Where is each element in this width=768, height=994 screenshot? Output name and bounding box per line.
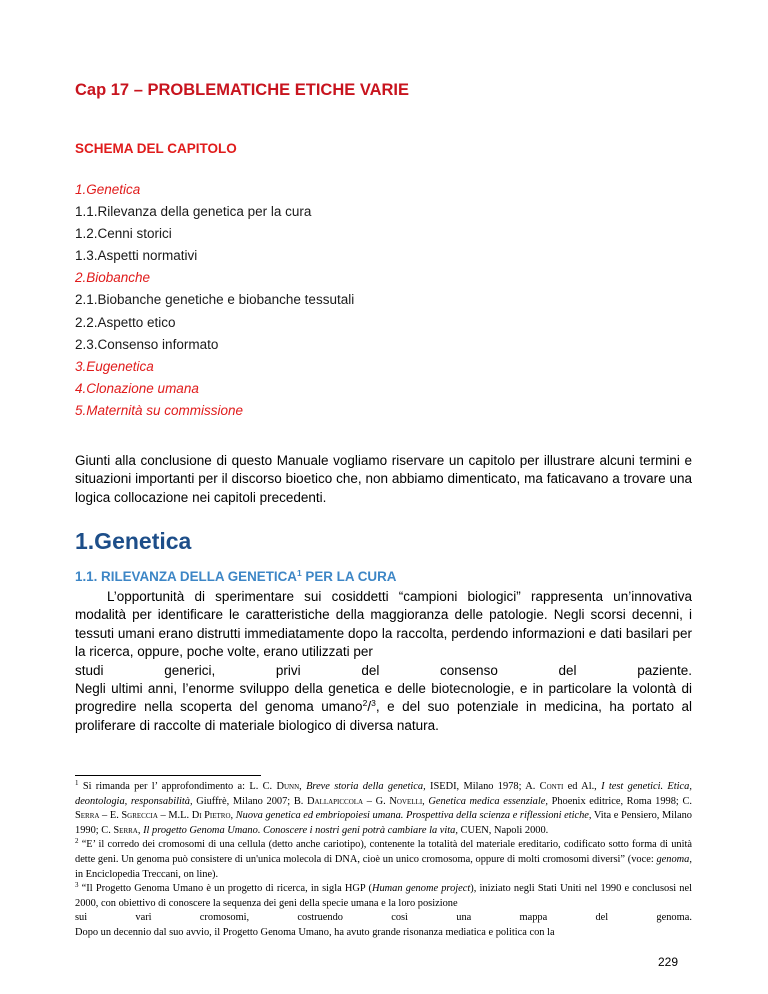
author-name: Sgreccia (121, 810, 158, 822)
subsection-heading-text: 1.1. RILEVANZA DELLA GENETICA (75, 569, 297, 584)
outline-item: 1.Genetica (75, 182, 141, 197)
schema-title: SCHEMA DEL CAPITOLO (75, 141, 237, 156)
footnote-text: , (422, 795, 429, 807)
word: sui (75, 912, 88, 924)
word: genoma. (656, 912, 692, 924)
outline-item: 2.3.Consenso informato (75, 336, 219, 352)
footnotes (75, 780, 692, 941)
footnote-ref: 1 (296, 568, 302, 578)
word: mappa (519, 912, 548, 924)
book-title: Breve storia della genetica, (306, 781, 426, 792)
footnote-1 (75, 780, 692, 838)
footnote-text: , (299, 781, 307, 792)
word: vari (135, 912, 152, 924)
body-paragraph-2 (75, 680, 692, 735)
footnote-text: Vita e Pensiero, Milano 1990; C. (75, 810, 692, 836)
footnote-separator (75, 775, 261, 776)
outline-item: 4.Clonazione umana (75, 380, 199, 396)
footnote-text: , (230, 810, 236, 822)
outline-item: 1.2.Cenni storici (75, 226, 172, 242)
chapter-outline (75, 179, 354, 422)
footnote-text: ISEDI, Milano 1978; A. (425, 781, 540, 792)
outline-item: 5.Maternità su commissione (75, 402, 244, 418)
footnote-text: CUEN, Napoli 2000. (457, 824, 549, 836)
footnote-ref: 2 (362, 698, 368, 709)
book-title: I test genetici. Etica, deontologia, responsabilità, (75, 781, 692, 807)
intro-paragraph: Giunti alla conclusione di questo Manuale vogliamo riservare un capitolo per illustrare alcuni termini e situazioni importanti per il discorso bioetico che, non abbiamo dimenticato, ma faticavano a trovare una logica collocazione nei capitoli precedenti. (75, 453, 692, 505)
footnote-number: 1 (75, 779, 79, 787)
author-name: Serra (75, 810, 100, 822)
outline-item: 3.Eugenetica (75, 358, 154, 374)
word: del (361, 662, 380, 678)
footnote-text: – G. (363, 795, 390, 807)
footnote-text: “Il Progetto Genoma Umano è un progetto di ricerca, in sigla HGP ( (78, 883, 372, 895)
subsection-heading-tail: PER LA CURA (301, 569, 397, 584)
word: cromosomi, (199, 912, 250, 924)
outline-item: 1.1.Rilevanza della genetica per la cura (75, 204, 312, 220)
book-title: Genetica medica essenziale, (428, 795, 548, 807)
word: paziente. (637, 662, 692, 678)
subsection-heading (75, 569, 396, 584)
word: studi (75, 662, 104, 678)
word: costruendo (297, 912, 343, 924)
footnote-ref: 3 (371, 698, 376, 709)
author-name: Dallapiccola (307, 795, 364, 807)
footnote-text: , in Enciclopedia Treccani, on line). (75, 853, 692, 880)
author-name: Novelli (389, 795, 423, 807)
book-title: Nuova genetica ed embriopoiesi umana. Prospettiva della scienza e riflessioni etiche, (235, 810, 592, 822)
footnote-3-continued: Dopo un decennio dal suo avvio, il Progetto Genoma Umano, ha avuto grande risonanza mediatica e politica con la (75, 926, 555, 938)
word: una (456, 912, 472, 924)
footnote-spread-line (75, 911, 692, 926)
outline-item: 2.1.Biobanche genetiche e biobanche tessutali (75, 292, 355, 308)
footnote-number: 3 (75, 881, 79, 890)
body-text (75, 588, 692, 735)
footnote-text: ), iniziato negli Stati Uniti nel 1990 e conclusosi nel 2000, con obiettivo di conoscere la sequenza dei geni della specie umana e la loro posizione (75, 883, 692, 909)
body-spread-line (75, 662, 692, 680)
word: del (595, 912, 609, 924)
outline-item: 2.2.Aspetto etico (75, 314, 176, 330)
chapter-title: Cap 17 – PROBLEMATICHE ETICHE VARIE (75, 81, 410, 99)
author-name: Serra (113, 824, 138, 836)
footnote-number: 2 (75, 837, 79, 846)
footnote-text: – E. (99, 810, 122, 822)
footnote-text: ed Al., (563, 781, 602, 792)
paragraph-text: Negli ultimi anni, l’enorme sviluppo della genetica e delle biotecnologie, e in particolare la volontà di progredire nella scoperta del genoma umano (75, 681, 692, 715)
separator: / (367, 699, 372, 715)
footnote-text: Phoenix editrice, Roma 1998; C. (547, 795, 692, 807)
word: privi (275, 662, 301, 678)
author-name: Conti (539, 781, 564, 792)
footnote-2 (75, 838, 692, 882)
section-heading: 1.Genetica (75, 528, 192, 554)
page-number: 229 (658, 955, 679, 969)
word: generici, (164, 662, 216, 678)
word: del (558, 662, 577, 678)
entry-term: genoma (656, 853, 690, 865)
outline-item: 2.Biobanche (75, 270, 151, 286)
author-name: Dunn (276, 781, 300, 792)
footnote-text: Si rimanda per l’ approfondimento a: L. C. (78, 781, 277, 792)
footnote-text: , (137, 824, 144, 836)
body-paragraph-1 (75, 588, 692, 662)
author-name: Di Pietro (191, 810, 231, 822)
footnote-text: – M.L. (157, 810, 192, 822)
footnote-3 (75, 882, 692, 911)
word: così (391, 912, 408, 924)
footnote-text: “E’ il corredo dei cromosomi di una cellula (detto anche cariotipo), contenente la totalità del materiale ereditario, codificato sotto forma di unità dette geni. Un genoma può consistere di un'unica molecola di DNA, cioè un unico cromosoma, oppure di molti cromosomi diversi” (voce: (75, 839, 692, 865)
project-name: Human genome project (371, 883, 471, 895)
outline-item: 1.3.Aspetti normativi (75, 248, 198, 264)
book-title: Il progetto Genoma Umano. Conoscere i nostri geni potrà cambiare la vita, (143, 824, 458, 836)
paragraph-text: , e del suo potenziale in medicina, ha portato al proliferare di raccolte di materiale biologico di diversa natura. (75, 699, 693, 733)
footnote-text: Giuffrè, Milano 2007; B. (192, 795, 307, 807)
word: consenso (440, 662, 498, 678)
paragraph-text: L’opportunità di sperimentare sui cosiddetti “campioni biologici” rappresenta un’innovativa modalità per identificare le caratteristiche della maggioranza delle patologie. Negli scorsi decenni, i tessuti umani erano distrutti immediatamente dopo la raccolta, perdendo informazioni e dati basilari per la ricerca, oppure, poche volte, erano utilizzati per (75, 589, 692, 660)
